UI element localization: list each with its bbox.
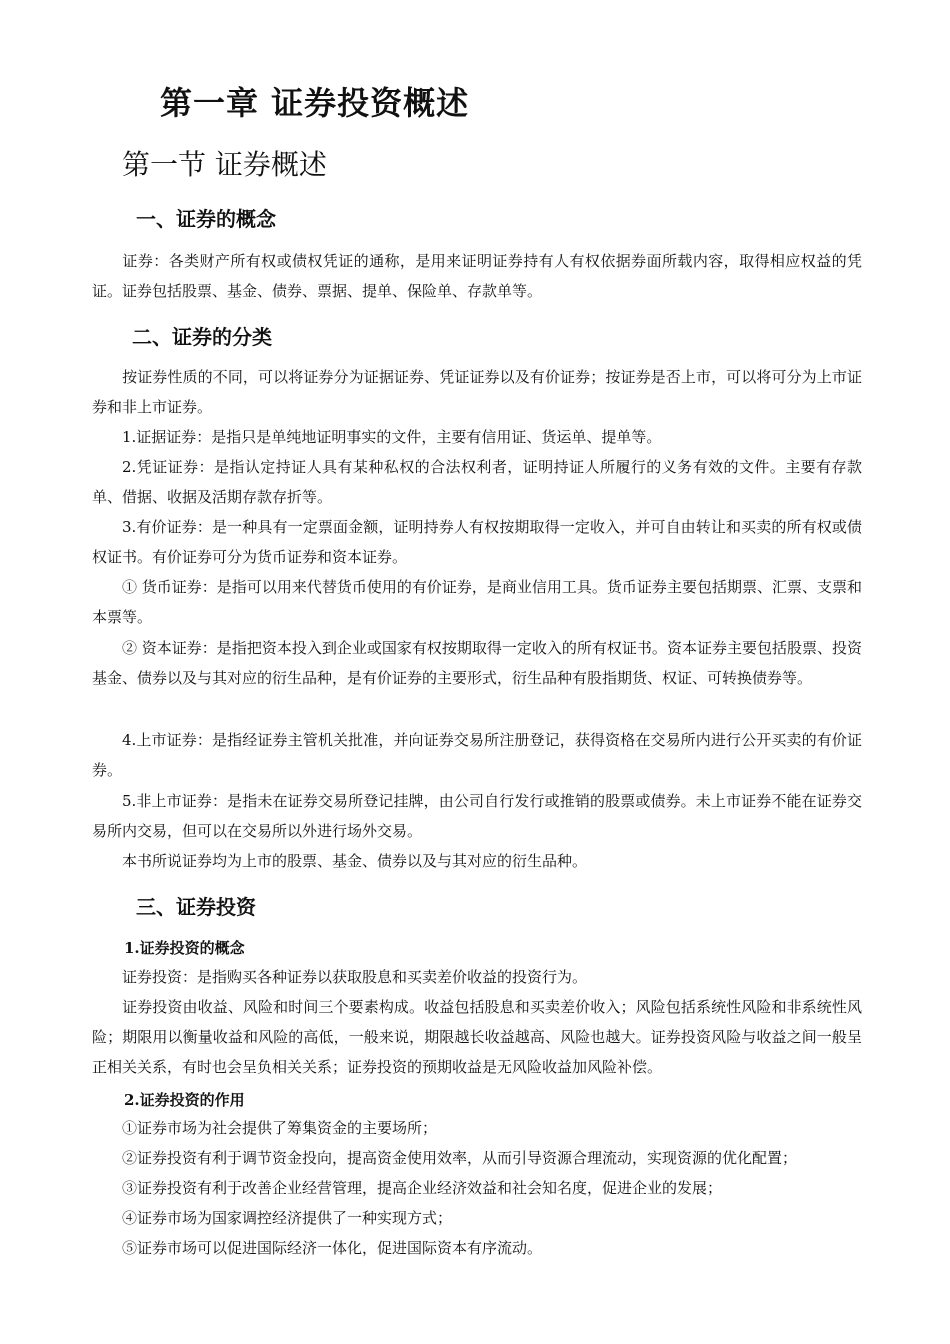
chapter-title: 第一章 证券投资概述 — [160, 84, 470, 122]
item3b-text: ② 资本证券：是指把资本投入到企业或国家有权按期取得一定收入的所有权证书。资本证券主要包括股票、投资基金、债券以及与其对应的衍生品种，是有价证券的主要形式，衍生品种有股指期货、权证、可转换债券等。 — [92, 639, 862, 687]
paragraph-note — [92, 846, 862, 876]
item5-text: 5.非上市证券：是指未在证券交易所登记挂牌，由公司自行发行或推销的股票或债券。未上市证券不能在证券交易所内交易，但可以在交易所以外进行场外交易。 — [92, 792, 862, 840]
paragraph-investment-elements — [92, 992, 862, 1082]
item1-text: 1.证据证券：是指只是单纯地证明事实的文件，主要有信用证、货运单、提单等。 — [122, 428, 662, 446]
paragraph-investment-def — [92, 962, 862, 992]
role-item-3: ③证券投资有利于改善企业经营管理，提高企业经济效益和社会知名度，促进企业的发展； — [122, 1179, 723, 1197]
paragraph-concept — [92, 246, 862, 306]
subheading-investment-concept: 1.证券投资的概念 — [124, 939, 245, 957]
item4-text: 4.上市证券：是指经证券主管机关批准，并向证券交易所注册登记，获得资格在交易所内进行公开买卖的有价证券。 — [92, 731, 862, 779]
paragraph-item5 — [92, 786, 862, 846]
paragraph-item3 — [92, 512, 862, 572]
paragraph-item4 — [92, 725, 862, 785]
paragraph-item3a — [92, 572, 862, 632]
heading-classification: 二、证券的分类 — [132, 325, 272, 349]
heading-investment: 三、证券投资 — [136, 895, 256, 919]
item2-text: 2.凭证证券：是指认定持证人具有某种私权的合法权利者，证明持证人所履行的义务有效的文件。主要有存款单、借据、收据及活期存款存折等。 — [92, 458, 862, 506]
paragraph-concept-text: 证券：各类财产所有权或债权凭证的通称，是用来证明证券持有人有权依据券面所载内容，取得相应权益的凭证。证券包括股票、基金、债券、票据、提单、保险单、存款单等。 — [92, 252, 862, 300]
subheading-investment-roles: 2.证券投资的作用 — [124, 1091, 245, 1109]
note-text: 本书所说证券均为上市的股票、基金、债券以及与其对应的衍生品种。 — [122, 852, 588, 870]
role-item-2: ②证券投资有利于调节资金投向，提高资金使用效率，从而引导资源合理流动，实现资源的优化配置； — [122, 1149, 798, 1167]
section-title: 第一节 证券概述 — [122, 148, 327, 181]
paragraph-item3b — [92, 633, 862, 693]
item3-text: 3.有价证券：是一种具有一定票面金额，证明持券人有权按期取得一定收入，并可自由转让和买卖的所有权或债权证书。有价证券可分为货币证券和资本证券。 — [92, 518, 862, 566]
paragraph-item1 — [92, 422, 862, 452]
investment-elements-text: 证券投资由收益、风险和时间三个要素构成。收益包括股息和买卖差价收入；风险包括系统性风险和非系统性风险；期限用以衡量收益和风险的高低，一般来说，期限越长收益越高、风险也越大。证券投资风险与收益之间一般呈正相关关系，有时也会呈负相关关系；证券投资的预期收益是无风险收益加风险补偿。 — [92, 998, 862, 1076]
paragraph-classification-intro — [92, 362, 862, 422]
role-item-1: ①证券市场为社会提供了筹集资金的主要场所； — [122, 1119, 438, 1137]
heading-concept: 一、证券的概念 — [136, 207, 276, 231]
role-item-5: ⑤证券市场可以促进国际经济一体化，促进国际资本有序流动。 — [122, 1239, 543, 1257]
classification-intro-text: 按证券性质的不同，可以将证券分为证据证券、凭证证券以及有价证券；按证券是否上市，可以将可分为上市证券和非上市证券。 — [92, 368, 862, 416]
paragraph-item2 — [92, 452, 862, 512]
item3a-text: ① 货币证券：是指可以用来代替货币使用的有价证券，是商业信用工具。货币证券主要包括期票、汇票、支票和本票等。 — [92, 578, 862, 626]
investment-def-text: 证券投资：是指购买各种证券以获取股息和买卖差价收益的投资行为。 — [122, 968, 588, 986]
role-item-4: ④证券市场为国家调控经济提供了一种实现方式； — [122, 1209, 453, 1227]
